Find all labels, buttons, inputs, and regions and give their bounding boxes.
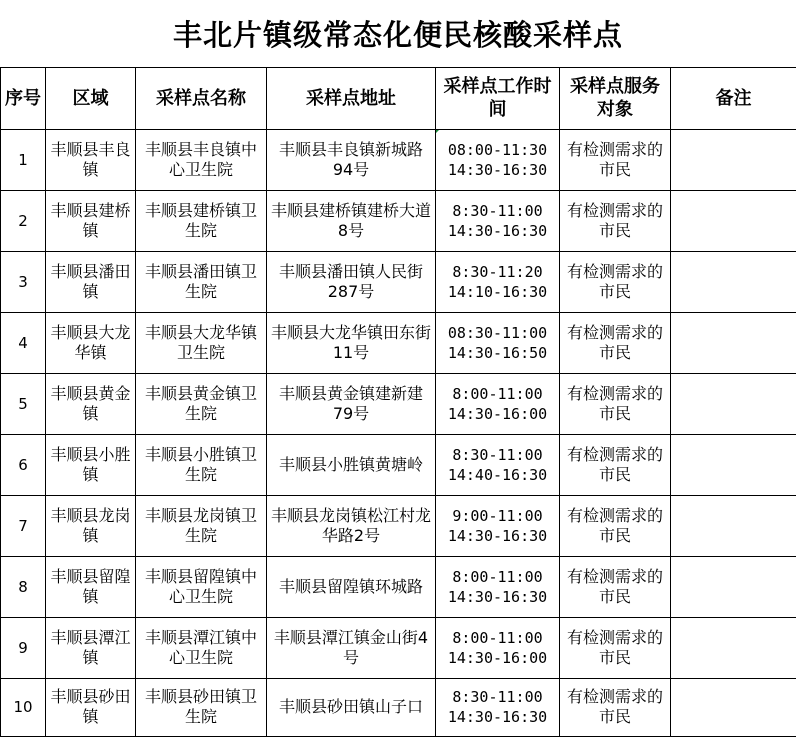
cell-region[interactable]: 丰顺县建桥镇 (46, 190, 136, 251)
header-address[interactable]: 采样点地址 (267, 68, 436, 129)
cell-site-name[interactable]: 丰顺县砂田镇卫生院 (136, 678, 267, 736)
cell-hours[interactable] (436, 495, 560, 556)
hours-afternoon: 14:10-16:30 (438, 282, 557, 302)
hours-afternoon: 14:30-16:30 (438, 587, 557, 607)
table-row (1, 129, 796, 190)
table-row (1, 190, 796, 251)
cell-address[interactable]: 丰顺县龙岗镇松江村龙华路2号 (267, 495, 436, 556)
cell-hours[interactable] (436, 251, 560, 312)
cell-region[interactable]: 丰顺县黄金镇 (46, 373, 136, 434)
cell-address[interactable]: 丰顺县丰良镇新城路94号 (267, 129, 436, 190)
cell-address[interactable]: 丰顺县黄金镇建新建79号 (267, 373, 436, 434)
hours-afternoon: 14:30-16:50 (438, 343, 557, 363)
cell-site-name[interactable]: 丰顺县黄金镇卫生院 (136, 373, 267, 434)
hours-morning: 08:30-11:00 (438, 323, 557, 343)
cell-seq[interactable]: 9 (1, 617, 46, 678)
cell-region[interactable]: 丰顺县潭江镇 (46, 617, 136, 678)
cell-site-name[interactable]: 丰顺县建桥镇卫生院 (136, 190, 267, 251)
cell-notes[interactable] (671, 373, 796, 434)
cell-notes[interactable] (671, 434, 796, 495)
table-row (1, 373, 796, 434)
cell-seq[interactable]: 2 (1, 190, 46, 251)
cell-seq[interactable]: 4 (1, 312, 46, 373)
hours-afternoon: 14:40-16:30 (438, 465, 557, 485)
cell-address[interactable]: 丰顺县潘田镇人民街287号 (267, 251, 436, 312)
cell-region[interactable]: 丰顺县小胜镇 (46, 434, 136, 495)
cell-seq[interactable]: 3 (1, 251, 46, 312)
cell-seq[interactable]: 6 (1, 434, 46, 495)
cell-site-name[interactable]: 丰顺县潘田镇卫生院 (136, 251, 267, 312)
cell-audience[interactable]: 有检测需求的市民 (560, 251, 671, 312)
header-site-name[interactable]: 采样点名称 (136, 68, 267, 129)
hours-morning: 8:00-11:00 (438, 567, 557, 587)
header-hours[interactable]: 采样点工作时间 (436, 68, 560, 129)
cell-notes[interactable] (671, 678, 796, 736)
cell-region[interactable]: 丰顺县潘田镇 (46, 251, 136, 312)
header-notes[interactable]: 备注 (671, 68, 796, 129)
table-row (1, 251, 796, 312)
cell-notes[interactable] (671, 495, 796, 556)
hours-morning: 8:00-11:00 (438, 384, 557, 404)
cell-hours[interactable] (436, 434, 560, 495)
cell-hours[interactable] (436, 617, 560, 678)
cell-address[interactable]: 丰顺县砂田镇山子口 (267, 678, 436, 736)
cell-seq[interactable]: 5 (1, 373, 46, 434)
cell-seq[interactable]: 7 (1, 495, 46, 556)
cell-hours[interactable] (436, 312, 560, 373)
hours-afternoon: 14:30-16:30 (438, 526, 557, 546)
table-row (1, 312, 796, 373)
hours-morning: 08:00-11:30 (438, 140, 557, 160)
cell-hours[interactable] (436, 556, 560, 617)
cell-audience[interactable]: 有检测需求的市民 (560, 312, 671, 373)
cell-audience[interactable]: 有检测需求的市民 (560, 556, 671, 617)
cell-hours[interactable] (436, 678, 560, 736)
hours-morning: 8:30-11:00 (438, 445, 557, 465)
cell-site-name[interactable]: 丰顺县大龙华镇卫生院 (136, 312, 267, 373)
cell-audience[interactable]: 有检测需求的市民 (560, 129, 671, 190)
table-row (1, 434, 796, 495)
hours-morning: 9:00-11:00 (438, 506, 557, 526)
table-row (1, 617, 796, 678)
table-row (1, 556, 796, 617)
cell-seq[interactable]: 10 (1, 678, 46, 736)
cell-audience[interactable]: 有检测需求的市民 (560, 373, 671, 434)
cell-site-name[interactable]: 丰顺县丰良镇中心卫生院 (136, 129, 267, 190)
header-seq[interactable]: 序号 (1, 68, 46, 129)
table-row (1, 495, 796, 556)
cell-hours[interactable] (436, 373, 560, 434)
cell-notes[interactable] (671, 556, 796, 617)
sampling-sites-table (0, 68, 796, 737)
cell-region[interactable]: 丰顺县留隍镇 (46, 556, 136, 617)
hours-afternoon: 14:30-16:00 (438, 648, 557, 668)
cell-address[interactable]: 丰顺县潭江镇金山街4号 (267, 617, 436, 678)
cell-notes[interactable] (671, 190, 796, 251)
header-audience[interactable]: 采样点服务对象 (560, 68, 671, 129)
cell-site-name[interactable]: 丰顺县留隍镇中心卫生院 (136, 556, 267, 617)
cell-site-name[interactable]: 丰顺县龙岗镇卫生院 (136, 495, 267, 556)
cell-notes[interactable] (671, 251, 796, 312)
hours-afternoon: 14:30-16:30 (438, 707, 557, 727)
hours-morning: 8:30-11:00 (438, 687, 557, 707)
cell-address[interactable]: 丰顺县大龙华镇田东街11号 (267, 312, 436, 373)
hours-morning: 8:00-11:00 (438, 628, 557, 648)
cell-seq[interactable]: 8 (1, 556, 46, 617)
cell-site-name[interactable]: 丰顺县潭江镇中心卫生院 (136, 617, 267, 678)
cell-audience[interactable]: 有检测需求的市民 (560, 190, 671, 251)
hours-afternoon: 14:30-16:30 (438, 221, 557, 241)
hours-morning: 8:30-11:00 (438, 201, 557, 221)
cell-region[interactable]: 丰顺县砂田镇 (46, 678, 136, 736)
page-title: 丰北片镇级常态化便民核酸采样点 (0, 0, 796, 68)
table-row (1, 678, 796, 736)
header-row (1, 68, 796, 129)
cell-audience[interactable]: 有检测需求的市民 (560, 434, 671, 495)
cell-notes[interactable] (671, 129, 796, 190)
cell-seq[interactable]: 1 (1, 129, 46, 190)
cell-hours[interactable] (436, 190, 560, 251)
hours-morning: 8:30-11:20 (438, 262, 557, 282)
cell-audience[interactable]: 有检测需求的市民 (560, 678, 671, 736)
cell-region[interactable]: 丰顺县大龙华镇 (46, 312, 136, 373)
cell-notes[interactable] (671, 312, 796, 373)
cell-audience[interactable]: 有检测需求的市民 (560, 617, 671, 678)
cell-region[interactable]: 丰顺县龙岗镇 (46, 495, 136, 556)
hours-afternoon: 14:30-16:00 (438, 404, 557, 424)
cell-address[interactable]: 丰顺县建桥镇建桥大道8号 (267, 190, 436, 251)
cell-address[interactable]: 丰顺县留隍镇环城路 (267, 556, 436, 617)
cell-address[interactable]: 丰顺县小胜镇黄塘岭 (267, 434, 436, 495)
cell-audience[interactable]: 有检测需求的市民 (560, 495, 671, 556)
cell-notes[interactable] (671, 617, 796, 678)
header-region[interactable]: 区域 (46, 68, 136, 129)
cell-site-name[interactable]: 丰顺县小胜镇卫生院 (136, 434, 267, 495)
cell-hours[interactable] (436, 129, 560, 190)
hours-afternoon: 14:30-16:30 (438, 160, 557, 180)
cell-region[interactable]: 丰顺县丰良镇 (46, 129, 136, 190)
